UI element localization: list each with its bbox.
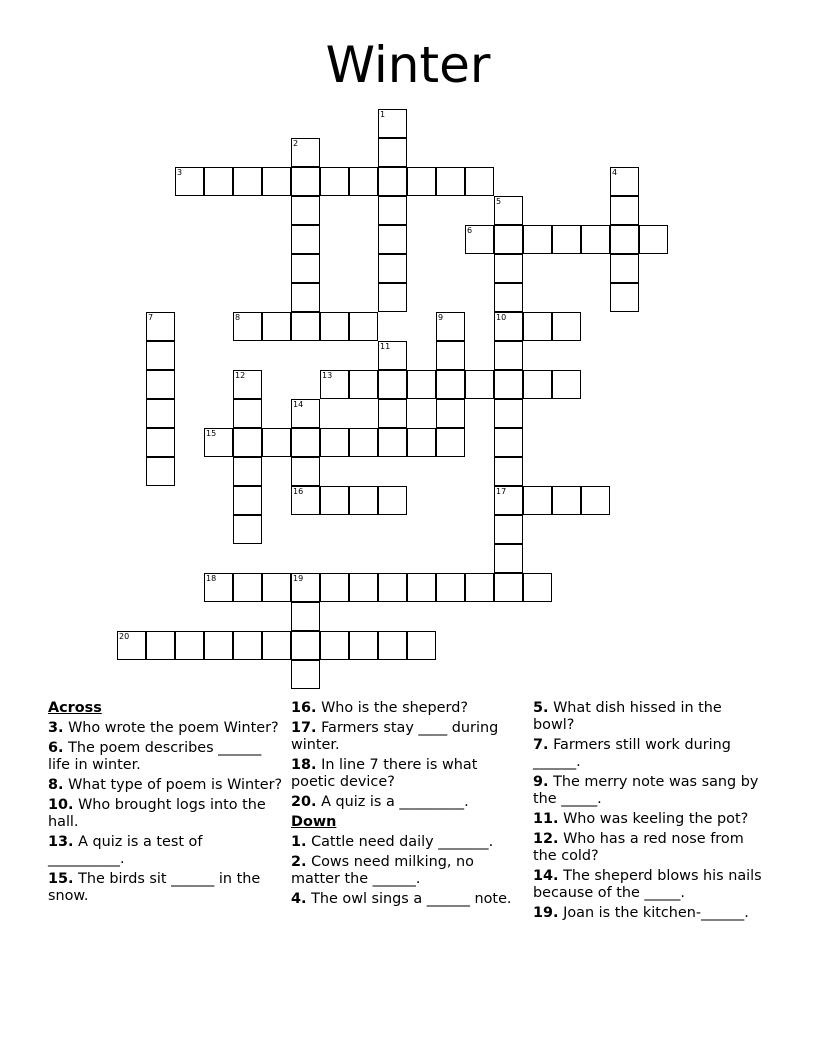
clue-text: Who has a red nose from the cold? <box>533 831 744 864</box>
crossword-cell[interactable] <box>146 312 175 341</box>
crossword-cell[interactable] <box>233 515 262 544</box>
crossword-cell[interactable] <box>291 225 320 254</box>
crossword-cell[interactable] <box>494 457 523 486</box>
crossword-cell[interactable] <box>233 399 262 428</box>
cell-number: 11 <box>380 342 391 351</box>
clue-number: 9. <box>533 774 549 790</box>
crossword-cell[interactable] <box>378 341 407 370</box>
crossword-cell[interactable] <box>494 515 523 544</box>
crossword-cell[interactable] <box>117 631 146 660</box>
clue-across-6 <box>48 740 283 774</box>
crossword-cell[interactable] <box>204 428 233 457</box>
crossword-cell[interactable] <box>320 631 349 660</box>
clue-number: 15. <box>48 871 74 887</box>
clue-across-10 <box>48 797 283 831</box>
clue-number: 3. <box>48 720 64 736</box>
crossword-cell[interactable] <box>639 225 668 254</box>
crossword-cell[interactable] <box>407 167 436 196</box>
clue-text: Who wrote the poem Winter? <box>68 720 279 736</box>
crossword-cell[interactable] <box>146 457 175 486</box>
clue-down-7 <box>533 737 763 771</box>
clue-text: In line 7 there is what poetic device? <box>291 757 478 790</box>
clue-text: The merry note was sang by the _____. <box>533 774 759 807</box>
crossword-cell[interactable] <box>407 428 436 457</box>
clue-down-5 <box>533 700 763 734</box>
crossword-cell[interactable] <box>407 370 436 399</box>
page-title: Winter <box>325 36 491 94</box>
clue-number: 12. <box>533 831 559 847</box>
crossword-cell[interactable] <box>262 428 291 457</box>
crossword-cell[interactable] <box>610 254 639 283</box>
clue-across-8 <box>48 777 283 794</box>
cell-number: 10 <box>496 313 507 322</box>
clue-across-13 <box>48 834 283 868</box>
crossword-cell[interactable] <box>523 486 552 515</box>
crossword-cell[interactable] <box>291 457 320 486</box>
crossword-cell[interactable] <box>494 486 523 515</box>
clue-text: The poem describes ______ life in winter. <box>48 740 262 773</box>
crossword-cell[interactable] <box>494 399 523 428</box>
crossword-cell[interactable] <box>146 399 175 428</box>
clue-down-2 <box>291 854 521 888</box>
crossword-cell[interactable] <box>407 631 436 660</box>
clues-column-1 <box>48 700 283 908</box>
clue-number: 1. <box>291 834 307 850</box>
cell-number: 17 <box>496 487 507 496</box>
crossword-cell[interactable] <box>494 225 523 254</box>
clue-text: The owl sings a ______ note. <box>311 891 512 907</box>
crossword-cell[interactable] <box>291 631 320 660</box>
crossword-cell[interactable] <box>291 573 320 602</box>
crossword-cell[interactable] <box>465 225 494 254</box>
crossword-cell[interactable] <box>523 370 552 399</box>
clue-number: 5. <box>533 700 549 716</box>
crossword-cell[interactable] <box>146 631 175 660</box>
clue-text: A quiz is a test of __________. <box>48 834 203 867</box>
clue-down-1 <box>291 834 521 851</box>
crossword-cell[interactable] <box>552 370 581 399</box>
crossword-cell[interactable] <box>291 660 320 689</box>
crossword-cell[interactable] <box>494 573 523 602</box>
crossword-cell[interactable] <box>494 312 523 341</box>
crossword-cell[interactable] <box>233 312 262 341</box>
clues-column-2 <box>291 700 521 911</box>
crossword-cell[interactable] <box>378 167 407 196</box>
crossword-cell[interactable] <box>436 312 465 341</box>
clue-text: Joan is the kitchen-______. <box>563 905 749 921</box>
clue-text: Cattle need daily _______. <box>311 834 494 850</box>
cell-number: 20 <box>119 632 130 641</box>
cell-number: 7 <box>148 313 154 322</box>
crossword-cell[interactable] <box>378 399 407 428</box>
clue-number: 17. <box>291 720 317 736</box>
crossword-cell[interactable] <box>349 573 378 602</box>
cell-number: 5 <box>496 197 502 206</box>
crossword-cell[interactable] <box>465 370 494 399</box>
crossword-cell[interactable] <box>581 486 610 515</box>
crossword-cell[interactable] <box>262 312 291 341</box>
crossword-cell[interactable] <box>233 457 262 486</box>
clue-across-20 <box>291 794 521 811</box>
crossword-cell[interactable] <box>349 312 378 341</box>
crossword-cell[interactable] <box>436 428 465 457</box>
crossword-cell[interactable] <box>349 167 378 196</box>
crossword-cell[interactable] <box>233 428 262 457</box>
crossword-cell[interactable] <box>610 167 639 196</box>
crossword-cell[interactable] <box>146 428 175 457</box>
crossword-cell[interactable] <box>465 573 494 602</box>
clue-number: 8. <box>48 777 64 793</box>
cell-number: 12 <box>235 371 246 380</box>
crossword-cell[interactable] <box>320 167 349 196</box>
clue-text: Farmers stay ____ during winter. <box>291 720 499 753</box>
crossword-cell[interactable] <box>378 283 407 312</box>
clue-text: What dish hissed in the bowl? <box>533 700 722 733</box>
crossword-cell[interactable] <box>436 573 465 602</box>
clue-text: What type of poem is Winter? <box>68 777 283 793</box>
down-heading: Down <box>291 814 337 830</box>
crossword-cell[interactable] <box>262 573 291 602</box>
crossword-cell[interactable] <box>494 428 523 457</box>
clue-across-17 <box>291 720 521 754</box>
crossword-cell[interactable] <box>581 225 610 254</box>
crossword-cell[interactable] <box>523 573 552 602</box>
crossword-cell[interactable] <box>233 631 262 660</box>
crossword-cell[interactable] <box>378 196 407 225</box>
crossword-cell[interactable] <box>436 399 465 428</box>
crossword-cell[interactable] <box>494 254 523 283</box>
crossword-cell[interactable] <box>523 312 552 341</box>
crossword-cell[interactable] <box>407 573 436 602</box>
crossword-cell[interactable] <box>291 486 320 515</box>
clue-number: 6. <box>48 740 64 756</box>
crossword-cell[interactable] <box>320 428 349 457</box>
crossword-cell[interactable] <box>320 573 349 602</box>
cell-number: 3 <box>177 168 183 177</box>
crossword-cell[interactable] <box>378 225 407 254</box>
clue-down-11 <box>533 811 763 828</box>
crossword-cell[interactable] <box>378 631 407 660</box>
crossword-cell[interactable] <box>233 167 262 196</box>
crossword-cell[interactable] <box>378 109 407 138</box>
clue-text: Who is the sheperd? <box>321 700 468 716</box>
cell-number: 8 <box>235 313 241 322</box>
crossword-cell[interactable] <box>291 167 320 196</box>
crossword-cell[interactable] <box>552 225 581 254</box>
crossword-cell[interactable] <box>262 167 291 196</box>
clue-down-9 <box>533 774 763 808</box>
clue-number: 7. <box>533 737 549 753</box>
crossword-cell[interactable] <box>233 370 262 399</box>
cell-number: 14 <box>293 400 304 409</box>
crossword-cell[interactable] <box>291 399 320 428</box>
crossword-cell[interactable] <box>204 167 233 196</box>
cell-number: 18 <box>206 574 217 583</box>
clue-across-18 <box>291 757 521 791</box>
crossword-cell[interactable] <box>349 370 378 399</box>
cell-number: 16 <box>293 487 304 496</box>
crossword-cell[interactable] <box>610 283 639 312</box>
cell-number: 4 <box>612 168 618 177</box>
crossword-cell[interactable] <box>436 167 465 196</box>
crossword-cell[interactable] <box>291 312 320 341</box>
crossword-cell[interactable] <box>233 573 262 602</box>
crossword-cell[interactable] <box>378 254 407 283</box>
clue-number: 14. <box>533 868 559 884</box>
clue-across-3 <box>48 720 283 737</box>
crossword-cell[interactable] <box>378 370 407 399</box>
clue-down-14 <box>533 868 763 902</box>
crossword-cell[interactable] <box>204 631 233 660</box>
crossword-cell[interactable] <box>204 573 233 602</box>
crossword-cell[interactable] <box>494 196 523 225</box>
clue-text: Who was keeling the pot? <box>563 811 749 827</box>
cell-number: 2 <box>293 139 299 148</box>
crossword-cell[interactable] <box>320 370 349 399</box>
cell-number: 15 <box>206 429 217 438</box>
crossword-cell[interactable] <box>552 312 581 341</box>
clue-down-4 <box>291 891 521 908</box>
crossword-cell[interactable] <box>378 486 407 515</box>
clue-number: 4. <box>291 891 307 907</box>
crossword-cell[interactable] <box>291 138 320 167</box>
clue-across-16 <box>291 700 521 717</box>
cell-number: 6 <box>467 226 473 235</box>
clue-text: Who brought logs into the hall. <box>48 797 266 830</box>
clue-number: 16. <box>291 700 317 716</box>
crossword-cell[interactable] <box>465 167 494 196</box>
crossword-cell[interactable] <box>494 370 523 399</box>
across-heading: Across <box>48 700 102 716</box>
clue-number: 10. <box>48 797 74 813</box>
crossword-cell[interactable] <box>349 486 378 515</box>
clue-down-19 <box>533 905 763 922</box>
clue-number: 20. <box>291 794 317 810</box>
crossword-cell[interactable] <box>146 341 175 370</box>
crossword-cell[interactable] <box>494 544 523 573</box>
cell-number: 19 <box>293 574 304 583</box>
crossword-cell[interactable] <box>378 573 407 602</box>
clue-number: 13. <box>48 834 74 850</box>
clue-number: 18. <box>291 757 317 773</box>
clue-text: A quiz is a _________. <box>321 794 469 810</box>
crossword-cell[interactable] <box>349 631 378 660</box>
clue-number: 11. <box>533 811 559 827</box>
crossword-cell[interactable] <box>436 370 465 399</box>
crossword-cell[interactable] <box>552 486 581 515</box>
crossword-cell[interactable] <box>146 370 175 399</box>
crossword-cell[interactable] <box>291 602 320 631</box>
crossword-cell[interactable] <box>378 138 407 167</box>
crossword-cell[interactable] <box>494 341 523 370</box>
clue-down-12 <box>533 831 763 865</box>
crossword-cell[interactable] <box>175 631 204 660</box>
crossword-cell[interactable] <box>291 254 320 283</box>
crossword-cell[interactable] <box>349 428 378 457</box>
crossword-cell[interactable] <box>320 486 349 515</box>
cell-number: 1 <box>380 110 386 119</box>
crossword-cell[interactable] <box>610 225 639 254</box>
cell-number: 9 <box>438 313 444 322</box>
crossword-cell[interactable] <box>291 196 320 225</box>
clue-text: Farmers still work during ______. <box>533 737 731 770</box>
cell-number: 13 <box>322 371 333 380</box>
crossword-cell[interactable] <box>233 486 262 515</box>
crossword-cell[interactable] <box>320 312 349 341</box>
clue-text: Cows need milking, no matter the ______. <box>291 854 474 887</box>
crossword-cell[interactable] <box>523 225 552 254</box>
clue-number: 19. <box>533 905 559 921</box>
clue-number: 2. <box>291 854 307 870</box>
crossword-cell[interactable] <box>291 428 320 457</box>
crossword-cell[interactable] <box>378 428 407 457</box>
crossword-cell[interactable] <box>175 167 204 196</box>
clue-text: The birds sit ______ in the snow. <box>48 871 261 904</box>
crossword-cell[interactable] <box>494 283 523 312</box>
crossword-cell[interactable] <box>291 283 320 312</box>
crossword-cell[interactable] <box>262 631 291 660</box>
clue-text: The sheperd blows his nails because of the _____. <box>533 868 762 901</box>
crossword-cell[interactable] <box>610 196 639 225</box>
clues-column-3 <box>533 700 763 925</box>
crossword-cell[interactable] <box>436 341 465 370</box>
clue-across-15 <box>48 871 283 905</box>
